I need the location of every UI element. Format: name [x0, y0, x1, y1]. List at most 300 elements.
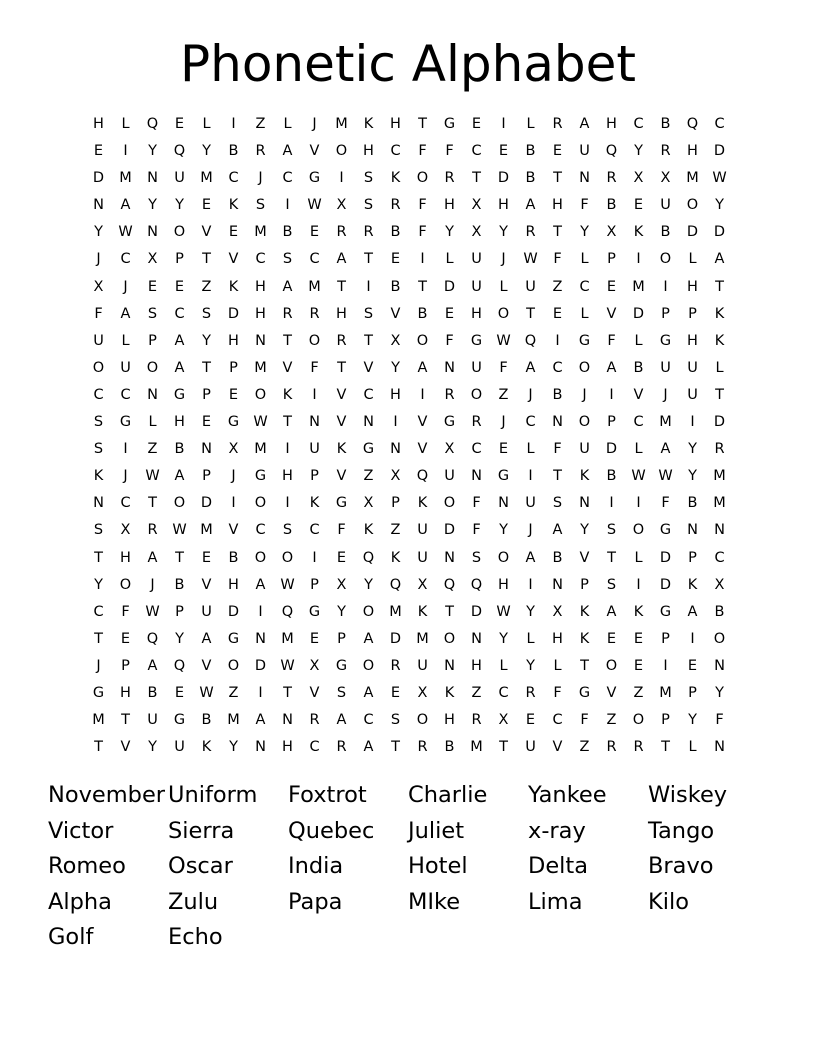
- grid-cell[interactable]: V: [606, 684, 617, 701]
- grid-cell[interactable]: L: [148, 414, 157, 431]
- grid-cell[interactable]: H: [255, 278, 266, 295]
- grid-cell[interactable]: W: [145, 603, 160, 620]
- grid-cell[interactable]: C: [552, 712, 563, 729]
- grid-cell[interactable]: A: [120, 197, 131, 214]
- grid-cell[interactable]: X: [147, 251, 158, 268]
- grid-cell[interactable]: I: [312, 386, 317, 403]
- grid-cell[interactable]: Y: [202, 332, 211, 349]
- grid-cell[interactable]: L: [634, 441, 643, 458]
- grid-cell[interactable]: O: [254, 549, 267, 566]
- grid-cell[interactable]: R: [606, 739, 617, 756]
- grid-cell[interactable]: Q: [173, 143, 186, 160]
- grid-cell[interactable]: P: [148, 332, 157, 349]
- grid-cell[interactable]: O: [173, 495, 186, 512]
- grid-cell[interactable]: Q: [443, 576, 456, 593]
- grid-cell[interactable]: W: [199, 684, 214, 701]
- grid-cell[interactable]: D: [713, 224, 726, 241]
- grid-cell[interactable]: H: [606, 116, 617, 132]
- grid-cell[interactable]: L: [688, 251, 697, 268]
- grid-cell[interactable]: N: [147, 386, 158, 403]
- grid-cell[interactable]: P: [310, 468, 319, 485]
- grid-cell[interactable]: V: [228, 251, 239, 268]
- grid-cell[interactable]: I: [663, 657, 668, 674]
- grid-cell[interactable]: N: [714, 522, 725, 539]
- grid-cell[interactable]: L: [202, 116, 211, 132]
- grid-cell[interactable]: G: [92, 684, 105, 701]
- grid-cell[interactable]: T: [418, 278, 427, 295]
- grid-cell[interactable]: W: [280, 576, 295, 593]
- grid-cell[interactable]: H: [498, 197, 509, 214]
- grid-cell[interactable]: D: [605, 441, 618, 458]
- grid-cell[interactable]: X: [417, 576, 428, 593]
- grid-cell[interactable]: J: [96, 251, 101, 268]
- grid-cell[interactable]: J: [258, 170, 263, 187]
- grid-cell[interactable]: T: [499, 739, 508, 756]
- grid-cell[interactable]: K: [579, 603, 590, 620]
- grid-cell[interactable]: T: [337, 278, 346, 295]
- grid-cell[interactable]: U: [201, 603, 212, 620]
- grid-cell[interactable]: M: [92, 712, 105, 729]
- grid-cell[interactable]: G: [119, 414, 132, 431]
- grid-cell[interactable]: Z: [201, 278, 212, 295]
- grid-cell[interactable]: U: [174, 739, 185, 756]
- grid-cell[interactable]: J: [528, 522, 533, 539]
- grid-cell[interactable]: E: [336, 549, 347, 566]
- grid-cell[interactable]: U: [444, 468, 455, 485]
- grid-cell[interactable]: H: [255, 305, 266, 322]
- grid-cell[interactable]: T: [445, 603, 454, 620]
- grid-cell[interactable]: A: [174, 332, 185, 349]
- grid-cell[interactable]: W: [145, 468, 160, 485]
- grid-cell[interactable]: A: [525, 359, 536, 376]
- grid-cell[interactable]: B: [660, 116, 671, 132]
- grid-cell[interactable]: R: [309, 305, 320, 322]
- grid-cell[interactable]: T: [553, 224, 562, 241]
- grid-cell[interactable]: B: [390, 278, 401, 295]
- grid-cell[interactable]: B: [417, 305, 428, 322]
- grid-cell[interactable]: G: [659, 603, 672, 620]
- grid-cell[interactable]: D: [227, 603, 240, 620]
- grid-cell[interactable]: P: [607, 251, 616, 268]
- grid-cell[interactable]: O: [254, 495, 267, 512]
- grid-cell[interactable]: I: [609, 495, 614, 512]
- grid-cell[interactable]: U: [525, 278, 536, 295]
- grid-cell[interactable]: Y: [499, 630, 508, 647]
- grid-cell[interactable]: B: [606, 468, 617, 485]
- grid-cell[interactable]: Y: [715, 197, 724, 214]
- grid-cell[interactable]: M: [227, 712, 240, 729]
- grid-cell[interactable]: N: [390, 441, 401, 458]
- grid-cell[interactable]: Q: [281, 603, 294, 620]
- grid-cell[interactable]: W: [712, 170, 727, 187]
- grid-cell[interactable]: W: [658, 468, 673, 485]
- grid-cell[interactable]: B: [174, 576, 185, 593]
- grid-cell[interactable]: O: [632, 522, 645, 539]
- grid-cell[interactable]: P: [688, 684, 697, 701]
- grid-cell[interactable]: N: [579, 495, 590, 512]
- grid-cell[interactable]: H: [390, 386, 401, 403]
- grid-cell[interactable]: L: [553, 657, 562, 674]
- grid-cell[interactable]: H: [120, 549, 131, 566]
- grid-cell[interactable]: B: [228, 143, 239, 160]
- grid-cell[interactable]: R: [255, 143, 266, 160]
- grid-cell[interactable]: X: [390, 332, 401, 349]
- grid-cell[interactable]: L: [526, 116, 535, 132]
- grid-cell[interactable]: N: [255, 630, 266, 647]
- grid-cell[interactable]: Q: [146, 116, 159, 132]
- grid-cell[interactable]: N: [201, 441, 212, 458]
- grid-cell[interactable]: C: [390, 143, 401, 160]
- grid-cell[interactable]: D: [254, 657, 267, 674]
- grid-cell[interactable]: H: [687, 332, 698, 349]
- grid-cell[interactable]: F: [607, 332, 616, 349]
- grid-cell[interactable]: W: [631, 468, 646, 485]
- grid-cell[interactable]: Q: [470, 576, 483, 593]
- grid-cell[interactable]: X: [471, 224, 482, 241]
- grid-cell[interactable]: R: [444, 170, 455, 187]
- grid-cell[interactable]: I: [690, 630, 695, 647]
- grid-cell[interactable]: M: [416, 630, 429, 647]
- grid-cell[interactable]: H: [687, 143, 698, 160]
- grid-cell[interactable]: P: [337, 630, 346, 647]
- grid-cell[interactable]: N: [552, 414, 563, 431]
- grid-cell[interactable]: S: [363, 305, 374, 322]
- grid-cell[interactable]: F: [418, 143, 427, 160]
- grid-cell[interactable]: R: [552, 116, 563, 132]
- grid-cell[interactable]: O: [443, 630, 456, 647]
- grid-cell[interactable]: V: [579, 549, 590, 566]
- grid-cell[interactable]: D: [92, 170, 105, 187]
- grid-cell[interactable]: C: [120, 386, 131, 403]
- grid-cell[interactable]: B: [660, 224, 671, 241]
- grid-cell[interactable]: M: [254, 359, 267, 376]
- grid-cell[interactable]: R: [390, 197, 401, 214]
- grid-cell[interactable]: Z: [147, 441, 158, 458]
- grid-cell[interactable]: N: [552, 576, 563, 593]
- grid-cell[interactable]: I: [636, 251, 641, 268]
- grid-cell[interactable]: J: [231, 468, 236, 485]
- grid-cell[interactable]: I: [663, 278, 668, 295]
- grid-cell[interactable]: O: [227, 657, 240, 674]
- grid-cell[interactable]: X: [309, 657, 320, 674]
- grid-cell[interactable]: K: [417, 603, 428, 620]
- grid-cell[interactable]: A: [687, 603, 698, 620]
- grid-cell[interactable]: P: [310, 576, 319, 593]
- grid-cell[interactable]: J: [501, 251, 506, 268]
- grid-cell[interactable]: U: [417, 522, 428, 539]
- grid-cell[interactable]: H: [471, 657, 482, 674]
- grid-cell[interactable]: D: [659, 576, 672, 593]
- grid-cell[interactable]: C: [525, 414, 536, 431]
- grid-cell[interactable]: L: [580, 251, 589, 268]
- grid-cell[interactable]: A: [363, 684, 374, 701]
- grid-cell[interactable]: L: [634, 332, 643, 349]
- grid-cell[interactable]: A: [336, 712, 347, 729]
- grid-cell[interactable]: M: [254, 441, 267, 458]
- grid-cell[interactable]: U: [309, 441, 320, 458]
- grid-cell[interactable]: O: [362, 657, 375, 674]
- grid-cell[interactable]: S: [282, 522, 293, 539]
- grid-cell[interactable]: X: [336, 576, 347, 593]
- grid-cell[interactable]: A: [525, 549, 536, 566]
- grid-cell[interactable]: E: [174, 116, 185, 132]
- grid-cell[interactable]: C: [309, 522, 320, 539]
- grid-cell[interactable]: T: [391, 739, 400, 756]
- grid-cell[interactable]: G: [470, 332, 483, 349]
- grid-cell[interactable]: Y: [175, 630, 184, 647]
- grid-cell[interactable]: Y: [688, 468, 697, 485]
- grid-cell[interactable]: C: [309, 739, 320, 756]
- grid-cell[interactable]: F: [715, 712, 724, 729]
- grid-cell[interactable]: H: [336, 305, 347, 322]
- grid-cell[interactable]: I: [420, 251, 425, 268]
- grid-cell[interactable]: Y: [229, 739, 238, 756]
- grid-cell[interactable]: N: [309, 414, 320, 431]
- grid-cell[interactable]: R: [282, 305, 293, 322]
- grid-cell[interactable]: L: [499, 657, 508, 674]
- grid-cell[interactable]: S: [336, 684, 347, 701]
- grid-cell[interactable]: C: [120, 251, 131, 268]
- grid-cell[interactable]: R: [525, 684, 536, 701]
- grid-cell[interactable]: V: [363, 359, 374, 376]
- grid-cell[interactable]: D: [497, 170, 510, 187]
- grid-cell[interactable]: R: [336, 739, 347, 756]
- grid-cell[interactable]: E: [147, 278, 158, 295]
- grid-cell[interactable]: E: [633, 197, 644, 214]
- grid-cell[interactable]: Q: [416, 468, 429, 485]
- grid-cell[interactable]: R: [336, 332, 347, 349]
- grid-cell[interactable]: K: [687, 576, 698, 593]
- grid-cell[interactable]: T: [661, 739, 670, 756]
- grid-cell[interactable]: D: [632, 305, 645, 322]
- grid-cell[interactable]: E: [633, 657, 644, 674]
- grid-cell[interactable]: O: [416, 170, 429, 187]
- grid-cell[interactable]: F: [310, 359, 319, 376]
- grid-cell[interactable]: V: [120, 739, 131, 756]
- grid-cell[interactable]: T: [94, 549, 103, 566]
- grid-cell[interactable]: D: [200, 495, 213, 512]
- grid-cell[interactable]: L: [688, 739, 697, 756]
- grid-cell[interactable]: Y: [499, 224, 508, 241]
- grid-cell[interactable]: W: [118, 224, 133, 241]
- grid-cell[interactable]: O: [281, 549, 294, 566]
- grid-cell[interactable]: C: [633, 116, 644, 132]
- grid-cell[interactable]: F: [661, 495, 670, 512]
- grid-cell[interactable]: R: [309, 712, 320, 729]
- grid-cell[interactable]: D: [470, 603, 483, 620]
- grid-cell[interactable]: M: [713, 468, 726, 485]
- grid-cell[interactable]: F: [418, 224, 427, 241]
- grid-cell[interactable]: T: [94, 630, 103, 647]
- grid-cell[interactable]: U: [93, 332, 104, 349]
- grid-cell[interactable]: O: [659, 251, 672, 268]
- grid-cell[interactable]: P: [688, 549, 697, 566]
- grid-cell[interactable]: C: [309, 251, 320, 268]
- grid-cell[interactable]: Z: [228, 684, 239, 701]
- grid-cell[interactable]: A: [579, 116, 590, 132]
- grid-cell[interactable]: O: [470, 386, 483, 403]
- grid-cell[interactable]: T: [337, 359, 346, 376]
- grid-cell[interactable]: I: [285, 197, 290, 214]
- grid-cell[interactable]: O: [416, 712, 429, 729]
- grid-cell[interactable]: R: [525, 224, 536, 241]
- grid-cell[interactable]: F: [121, 603, 130, 620]
- grid-cell[interactable]: Q: [389, 576, 402, 593]
- grid-cell[interactable]: K: [579, 468, 590, 485]
- grid-cell[interactable]: Z: [390, 522, 401, 539]
- grid-cell[interactable]: R: [336, 224, 347, 241]
- grid-cell[interactable]: N: [498, 495, 509, 512]
- grid-cell[interactable]: V: [552, 739, 563, 756]
- grid-cell[interactable]: T: [283, 332, 292, 349]
- grid-cell[interactable]: E: [687, 657, 698, 674]
- grid-cell[interactable]: N: [282, 712, 293, 729]
- grid-cell[interactable]: N: [255, 739, 266, 756]
- grid-cell[interactable]: I: [312, 549, 317, 566]
- grid-cell[interactable]: V: [606, 305, 617, 322]
- grid-cell[interactable]: H: [282, 739, 293, 756]
- grid-cell[interactable]: S: [363, 197, 374, 214]
- grid-cell[interactable]: M: [119, 170, 132, 187]
- grid-cell[interactable]: E: [120, 630, 131, 647]
- grid-cell[interactable]: D: [713, 143, 726, 160]
- grid-cell[interactable]: E: [201, 197, 212, 214]
- grid-cell[interactable]: K: [579, 630, 590, 647]
- grid-cell[interactable]: J: [663, 386, 668, 403]
- grid-cell[interactable]: X: [633, 170, 644, 187]
- grid-cell[interactable]: E: [606, 630, 617, 647]
- grid-cell[interactable]: E: [201, 414, 212, 431]
- grid-cell[interactable]: E: [228, 386, 239, 403]
- grid-cell[interactable]: U: [417, 657, 428, 674]
- grid-cell[interactable]: X: [228, 441, 239, 458]
- grid-cell[interactable]: B: [147, 684, 158, 701]
- grid-cell[interactable]: B: [552, 386, 563, 403]
- grid-cell[interactable]: I: [393, 414, 398, 431]
- grid-cell[interactable]: U: [120, 359, 131, 376]
- grid-cell[interactable]: G: [173, 386, 186, 403]
- grid-cell[interactable]: V: [390, 305, 401, 322]
- grid-cell[interactable]: F: [337, 522, 346, 539]
- grid-cell[interactable]: B: [633, 359, 644, 376]
- grid-cell[interactable]: C: [228, 170, 239, 187]
- grid-cell[interactable]: A: [606, 603, 617, 620]
- grid-cell[interactable]: X: [363, 495, 374, 512]
- grid-cell[interactable]: F: [553, 441, 562, 458]
- grid-cell[interactable]: H: [228, 332, 239, 349]
- grid-cell[interactable]: V: [336, 414, 347, 431]
- grid-cell[interactable]: G: [335, 495, 348, 512]
- grid-cell[interactable]: A: [282, 143, 293, 160]
- grid-cell[interactable]: Y: [580, 522, 589, 539]
- grid-cell[interactable]: P: [688, 305, 697, 322]
- grid-cell[interactable]: G: [497, 468, 510, 485]
- grid-cell[interactable]: H: [174, 414, 185, 431]
- grid-cell[interactable]: I: [285, 495, 290, 512]
- grid-cell[interactable]: M: [281, 630, 294, 647]
- grid-cell[interactable]: O: [497, 549, 510, 566]
- grid-cell[interactable]: K: [390, 549, 401, 566]
- grid-cell[interactable]: A: [147, 549, 158, 566]
- grid-cell[interactable]: H: [552, 630, 563, 647]
- grid-cell[interactable]: Y: [94, 224, 103, 241]
- grid-cell[interactable]: I: [555, 332, 560, 349]
- grid-cell[interactable]: N: [471, 630, 482, 647]
- grid-cell[interactable]: F: [553, 684, 562, 701]
- grid-cell[interactable]: O: [632, 712, 645, 729]
- grid-cell[interactable]: P: [607, 414, 616, 431]
- grid-cell[interactable]: T: [364, 251, 373, 268]
- grid-cell[interactable]: D: [443, 278, 456, 295]
- grid-cell[interactable]: L: [526, 441, 535, 458]
- grid-cell[interactable]: Y: [94, 576, 103, 593]
- grid-cell[interactable]: A: [336, 251, 347, 268]
- grid-cell[interactable]: P: [175, 603, 184, 620]
- grid-cell[interactable]: R: [471, 712, 482, 729]
- grid-cell[interactable]: L: [715, 359, 724, 376]
- grid-cell[interactable]: A: [714, 251, 725, 268]
- grid-cell[interactable]: W: [280, 657, 295, 674]
- grid-cell[interactable]: I: [501, 116, 506, 132]
- grid-cell[interactable]: X: [552, 603, 563, 620]
- grid-cell[interactable]: O: [308, 332, 321, 349]
- grid-cell[interactable]: N: [363, 414, 374, 431]
- grid-cell[interactable]: O: [578, 359, 591, 376]
- grid-cell[interactable]: T: [580, 657, 589, 674]
- grid-cell[interactable]: O: [92, 359, 105, 376]
- grid-cell[interactable]: J: [123, 278, 128, 295]
- grid-cell[interactable]: O: [713, 630, 726, 647]
- grid-cell[interactable]: M: [200, 522, 213, 539]
- grid-cell[interactable]: B: [606, 197, 617, 214]
- grid-cell[interactable]: J: [312, 116, 317, 132]
- grid-cell[interactable]: G: [335, 657, 348, 674]
- grid-cell[interactable]: R: [363, 224, 374, 241]
- grid-cell[interactable]: L: [634, 549, 643, 566]
- grid-cell[interactable]: O: [119, 576, 132, 593]
- grid-cell[interactable]: W: [307, 197, 322, 214]
- grid-cell[interactable]: G: [308, 603, 321, 620]
- grid-cell[interactable]: E: [174, 684, 185, 701]
- grid-cell[interactable]: I: [609, 386, 614, 403]
- grid-cell[interactable]: S: [282, 251, 293, 268]
- grid-cell[interactable]: P: [121, 657, 130, 674]
- grid-cell[interactable]: M: [389, 603, 402, 620]
- grid-cell[interactable]: G: [173, 712, 186, 729]
- grid-cell[interactable]: C: [714, 549, 725, 566]
- grid-cell[interactable]: G: [578, 684, 591, 701]
- grid-cell[interactable]: C: [363, 386, 374, 403]
- grid-cell[interactable]: T: [607, 549, 616, 566]
- grid-cell[interactable]: N: [93, 495, 104, 512]
- grid-cell[interactable]: E: [525, 712, 536, 729]
- grid-cell[interactable]: B: [174, 441, 185, 458]
- grid-cell[interactable]: T: [472, 170, 481, 187]
- grid-cell[interactable]: W: [496, 603, 511, 620]
- grid-cell[interactable]: M: [686, 170, 699, 187]
- grid-cell[interactable]: T: [715, 386, 724, 403]
- grid-cell[interactable]: M: [470, 739, 483, 756]
- grid-cell[interactable]: U: [525, 739, 536, 756]
- grid-cell[interactable]: F: [445, 143, 454, 160]
- grid-cell[interactable]: E: [471, 116, 482, 132]
- grid-cell[interactable]: Y: [175, 197, 184, 214]
- grid-cell[interactable]: B: [282, 224, 293, 241]
- grid-cell[interactable]: F: [418, 197, 427, 214]
- grid-cell[interactable]: H: [390, 116, 401, 132]
- grid-cell[interactable]: F: [445, 332, 454, 349]
- grid-cell[interactable]: S: [363, 170, 374, 187]
